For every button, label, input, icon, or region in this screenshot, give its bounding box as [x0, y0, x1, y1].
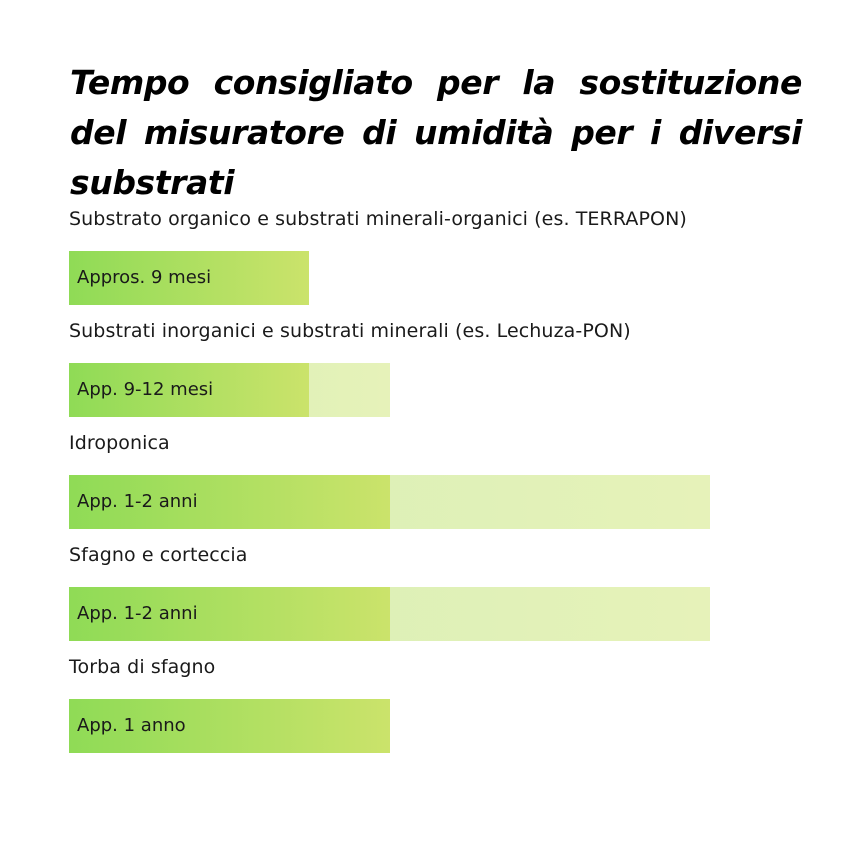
bar-group	[69, 587, 710, 641]
bar-group	[69, 363, 390, 417]
bar-group	[69, 475, 710, 529]
bar-group	[69, 251, 309, 305]
category-label: Idroponica	[69, 432, 170, 454]
category-label: Substrati inorganici e substrati minerali (es. Lechuza-PON)	[69, 320, 631, 342]
data-label: App. 1-2 anni	[77, 491, 198, 512]
data-label: App. 1 anno	[77, 715, 186, 736]
category-label: Torba di sfagno	[69, 656, 216, 678]
data-label: App. 9-12 mesi	[77, 379, 214, 400]
category-label: Substrato organico e substrati minerali-organici (es. TERRAPON)	[69, 208, 687, 230]
data-label: Appros. 9 mesi	[77, 267, 212, 288]
category-label: Sfagno e corteccia	[69, 544, 248, 566]
bar-group	[69, 699, 390, 753]
chart-title: Tempo consigliato per la sostituzione del misuratore di umidità per i diversi substrati	[70, 63, 802, 202]
data-label: App. 1-2 anni	[77, 603, 198, 624]
